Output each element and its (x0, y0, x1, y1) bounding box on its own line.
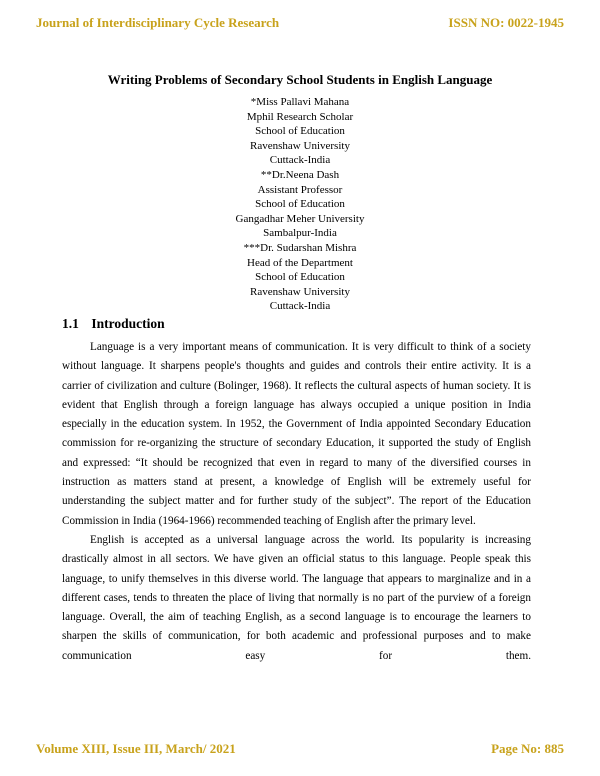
body-text (62, 338, 531, 666)
author-line: Sambalpur-India (263, 227, 337, 240)
journal-name: Journal of Interdisciplinary Cycle Research (36, 15, 280, 30)
author-block (0, 95, 600, 314)
author-line: Cuttack-India (269, 154, 331, 167)
author-line: Cuttack-India (269, 300, 331, 313)
author-line: School of Education (255, 198, 345, 211)
paragraph: English is accepted as a universal language across the world. Its popularity is increasing drastically almost in all sectors. We have given an official status to this language. People speak this language, to unify themselves in this diverse world. The language that appears to marginalize and in a different cases, tends to threaten the place of living that normally is no part of the purview of a foreign language. Overall, the aim of teaching English, as a second language is to encourage the learners to sharpen the skills of communication, for both academic and professional purposes and to make communication easy for them. (62, 533, 531, 662)
paragraph: Language is a very important means of communication. It is very difficult to think of a society without language. It sharpens people's thoughts and guides and controls their entire activity. It is a carrier of civilization and culture (Bolinger, 1968). It reflects the cultural aspects of human society. It is evident that English through a foreign language has always occupied a unique position in India especially in the education system. In 1952, the Government of India appointed Secondary Education commission for re-organizing the structure of secondary Education, it supported the study of English and expressed: “It should be recognized that even in regard to many of the diversified courses in instruction as matters stand at present, a knowledge of English will be extremely useful for understanding the subject matter and for further study of the subject”. The report of the Education Commission in India (1964-1966) recommended teaching of English after the primary level. (62, 341, 531, 527)
author-line: Head of the Department (247, 256, 353, 269)
author-line: Mphil Research Scholar (246, 110, 354, 123)
issn-number: ISSN NO: 0022-1945 (448, 15, 564, 30)
section-heading (62, 316, 165, 332)
volume-issue: Volume XIII, Issue III, March/ 2021 (36, 741, 236, 756)
author-line: Gangadhar Meher University (235, 212, 365, 225)
page-header (36, 15, 564, 31)
page-footer (36, 741, 564, 757)
author-line: Ravenshaw University (250, 139, 350, 152)
paper-title: Writing Problems of Secondary School Students in English Language (107, 72, 493, 87)
page-number: Page No: 885 (491, 741, 564, 756)
section-title: Introduction (91, 316, 165, 331)
author-line: School of Education (255, 125, 345, 138)
author-line: School of Education (255, 271, 345, 284)
author-line: ***Dr. Sudarshan Mishra (243, 241, 357, 254)
author-line: Assistant Professor (257, 183, 343, 196)
section-number: 1.1 (62, 316, 79, 331)
author-line: **Dr.Neena Dash (260, 168, 340, 181)
author-line: Ravenshaw University (250, 285, 350, 298)
author-line: *Miss Pallavi Mahana (250, 96, 350, 108)
